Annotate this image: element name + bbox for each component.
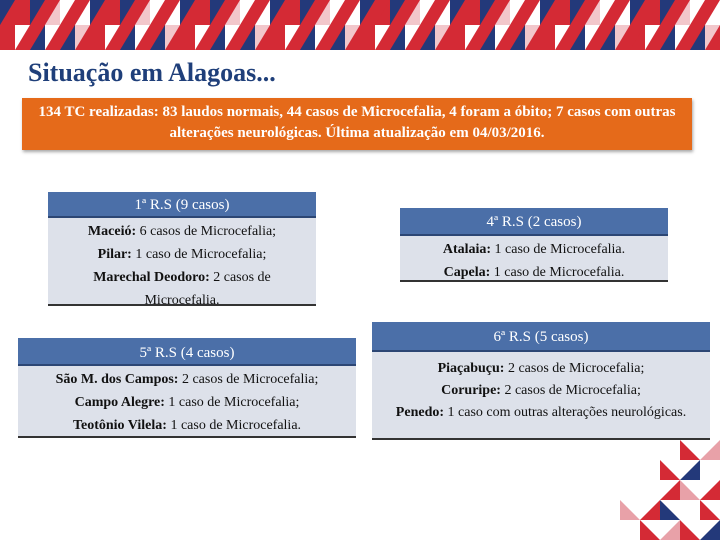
corner-triangle <box>700 480 720 500</box>
corner-triangle <box>640 500 660 520</box>
decorative-banner <box>0 0 720 50</box>
place-name: Coruripe: <box>441 383 501 398</box>
case-text: 1 caso de Microcefalia; <box>131 247 267 262</box>
corner-triangle <box>700 520 720 540</box>
case-text: 1 caso de Microcefalia. <box>166 418 302 433</box>
region-line <box>52 289 312 312</box>
case-text: 1 caso de Microcefalia. <box>491 242 626 257</box>
place-name: Marechal Deodoro: <box>93 270 210 285</box>
corner-triangle <box>620 520 640 540</box>
corner-triangle <box>700 440 720 460</box>
region-line <box>52 243 312 266</box>
place-name: São M. dos Campos: <box>55 372 179 387</box>
corner-triangle <box>620 500 640 520</box>
region-line <box>376 402 706 424</box>
case-text: 2 casos de <box>209 270 271 285</box>
corner-triangle <box>640 520 660 540</box>
region-header-rs5: 5ª R.S (4 casos) <box>18 338 356 366</box>
place-name: Pilar: <box>97 247 132 262</box>
corner-triangle <box>660 480 680 500</box>
region-line <box>404 261 664 284</box>
corner-triangle <box>680 460 700 480</box>
region-line <box>376 380 706 402</box>
region-body-rs1 <box>48 218 316 306</box>
case-text: 6 casos de Microcefalia; <box>136 224 277 239</box>
region-card-rs4 <box>400 208 668 282</box>
place-name: Capela: <box>443 265 491 280</box>
case-text: 1 caso com outras alterações neurológicas. <box>444 405 687 420</box>
corner-triangle <box>680 520 700 540</box>
corner-triangle <box>700 500 720 520</box>
region-line <box>22 368 352 391</box>
case-text: 2 casos de Microcefalia; <box>504 361 645 376</box>
region-line <box>22 414 352 437</box>
corner-triangle <box>680 440 700 460</box>
region-line <box>404 238 664 261</box>
summary-banner: 134 TC realizadas: 83 laudos normais, 44 casos de Microcefalia, 4 foram a óbito; 7 casos com outras alterações neurológicas. Última atualização em 04/03/2016. <box>22 98 692 150</box>
decorative-corner-pattern <box>620 440 720 540</box>
case-text: 2 casos de Microcefalia; <box>500 383 641 398</box>
corner-triangle <box>680 500 700 520</box>
region-card-rs1 <box>48 192 316 306</box>
region-line <box>376 358 706 380</box>
place-name: Penedo: <box>395 405 445 420</box>
region-header-rs1: 1ª R.S (9 casos) <box>48 192 316 218</box>
region-body-rs5 <box>18 366 356 438</box>
case-text: 2 casos de Microcefalia; <box>178 372 319 387</box>
corner-triangle <box>660 460 680 480</box>
region-body-rs4 <box>400 236 668 282</box>
place-name: Campo Alegre: <box>74 395 165 410</box>
corner-triangle <box>660 520 680 540</box>
place-name: Piaçabuçu: <box>437 361 505 376</box>
place-name: Atalaia: <box>442 242 492 257</box>
case-text: Microcefalia. <box>144 293 220 308</box>
region-card-rs6 <box>372 322 710 440</box>
place-name: Maceió: <box>87 224 137 239</box>
case-text: 1 caso de Microcefalia; <box>164 395 300 410</box>
region-card-rs5 <box>18 338 356 438</box>
region-header-rs6: 6ª R.S (5 casos) <box>372 322 710 352</box>
region-body-rs6 <box>372 352 710 440</box>
case-text: 1 caso de Microcefalia. <box>490 265 625 280</box>
region-line <box>52 220 312 243</box>
corner-triangle <box>660 500 680 520</box>
page-title: Situação em Alagoas... <box>28 58 276 87</box>
corner-triangle <box>640 480 660 500</box>
corner-triangle <box>700 460 720 480</box>
place-name: Teotônio Vilela: <box>72 418 167 433</box>
region-line <box>22 391 352 414</box>
region-line <box>52 266 312 289</box>
region-header-rs4: 4ª R.S (2 casos) <box>400 208 668 236</box>
corner-triangle <box>680 480 700 500</box>
